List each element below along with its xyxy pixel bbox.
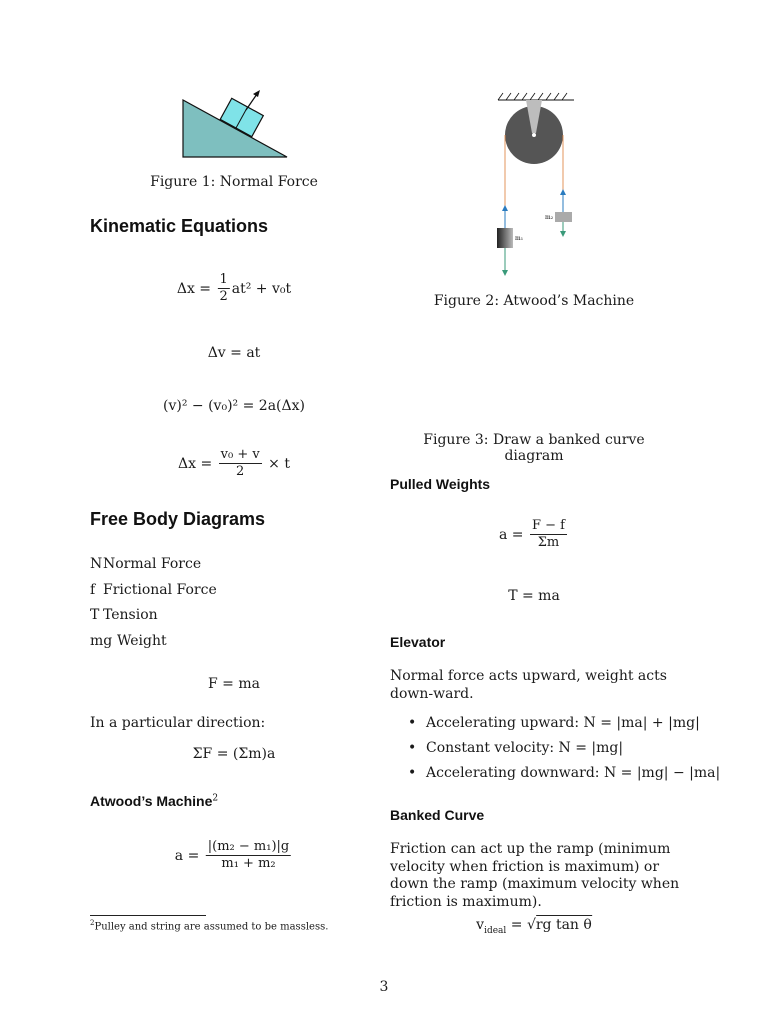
label-m1: m₁ xyxy=(515,235,524,242)
normal-force-figure xyxy=(170,88,300,163)
mass-m2 xyxy=(555,212,572,222)
heading-kinematic-equations: Kinematic Equations xyxy=(90,216,269,236)
fbd-item: NNormal Force xyxy=(90,556,202,572)
elevator-list-item: • Accelerating upward: N = |ma| + |mg| xyxy=(408,715,700,731)
direction-text: In a particular direction: xyxy=(90,715,266,731)
figure-1-caption: Figure 1: Normal Force xyxy=(150,174,318,190)
equation-sum-forces: ΣF = (Σm)a xyxy=(192,746,276,762)
banked-curve-paragraph: Friction can act up the ramp (minimum velocity when friction is maximum) or down the ramp (maximum velocity when friction is maximum). xyxy=(390,841,680,910)
fbd-symbol-list xyxy=(90,552,217,654)
mass-m1 xyxy=(497,228,513,248)
elevator-list-item: • Accelerating downward: N = |mg| − |ma| xyxy=(408,765,721,781)
equation-pulled-acceleration: a = $\frac{F - f}{\Sigma m}$ xyxy=(499,518,565,551)
equation-kinematic-2: Δv = at xyxy=(207,345,261,361)
atwood-machine-figure xyxy=(490,88,582,280)
equation-kinematic-3: (v)² − (v₀)² = 2a(Δx) xyxy=(163,398,305,414)
fbd-item: mg Weight xyxy=(90,632,167,649)
footnote-rule xyxy=(90,915,206,916)
heading-elevator: Elevator xyxy=(390,634,446,650)
heading-atwoods-machine: Atwood’s Machine$^2$ xyxy=(90,793,219,809)
fbd-item: f Frictional Force xyxy=(90,581,217,598)
equation-kinematic-1: Δx = $\frac{1}{2}$ at² + v₀t xyxy=(176,272,292,305)
elevator-intro: Normal force acts upward, weight acts down-ward. xyxy=(390,668,667,702)
equation-tension: T = ma xyxy=(508,588,560,604)
figure-3-caption: Figure 3: Draw a banked curve diagram xyxy=(423,432,645,464)
footnote: $^2$Pulley and string are assumed to be massless. xyxy=(90,919,329,933)
elevator-list-item: • Constant velocity: N = |mg| xyxy=(408,740,624,756)
page-number: 3 xyxy=(379,979,389,995)
label-m2: m₂ xyxy=(545,214,554,221)
equation-kinematic-4: Δx = $\frac{\text{v₀ + v}}{2}$ × t xyxy=(178,447,290,480)
heading-banked-curve: Banked Curve xyxy=(390,807,485,823)
equation-newton-second-law: F = ma xyxy=(208,676,260,692)
elevator-list xyxy=(408,711,720,786)
figure-2-caption: Figure 2: Atwood’s Machine xyxy=(433,293,635,309)
heading-pulled-weights: Pulled Weights xyxy=(390,476,491,492)
heading-free-body-diagrams: Free Body Diagrams xyxy=(90,509,266,529)
equation-atwood-acceleration: a = $\frac{\text{|(m₂ − m₁)|g}}{\text{m₁ + m₂}}$ xyxy=(174,839,290,872)
fbd-item: T Tension xyxy=(90,607,158,623)
normal-force-arrow xyxy=(246,94,257,110)
equation-ideal-velocity: $v_{ideal} = √rg$ tan θ xyxy=(476,917,592,936)
